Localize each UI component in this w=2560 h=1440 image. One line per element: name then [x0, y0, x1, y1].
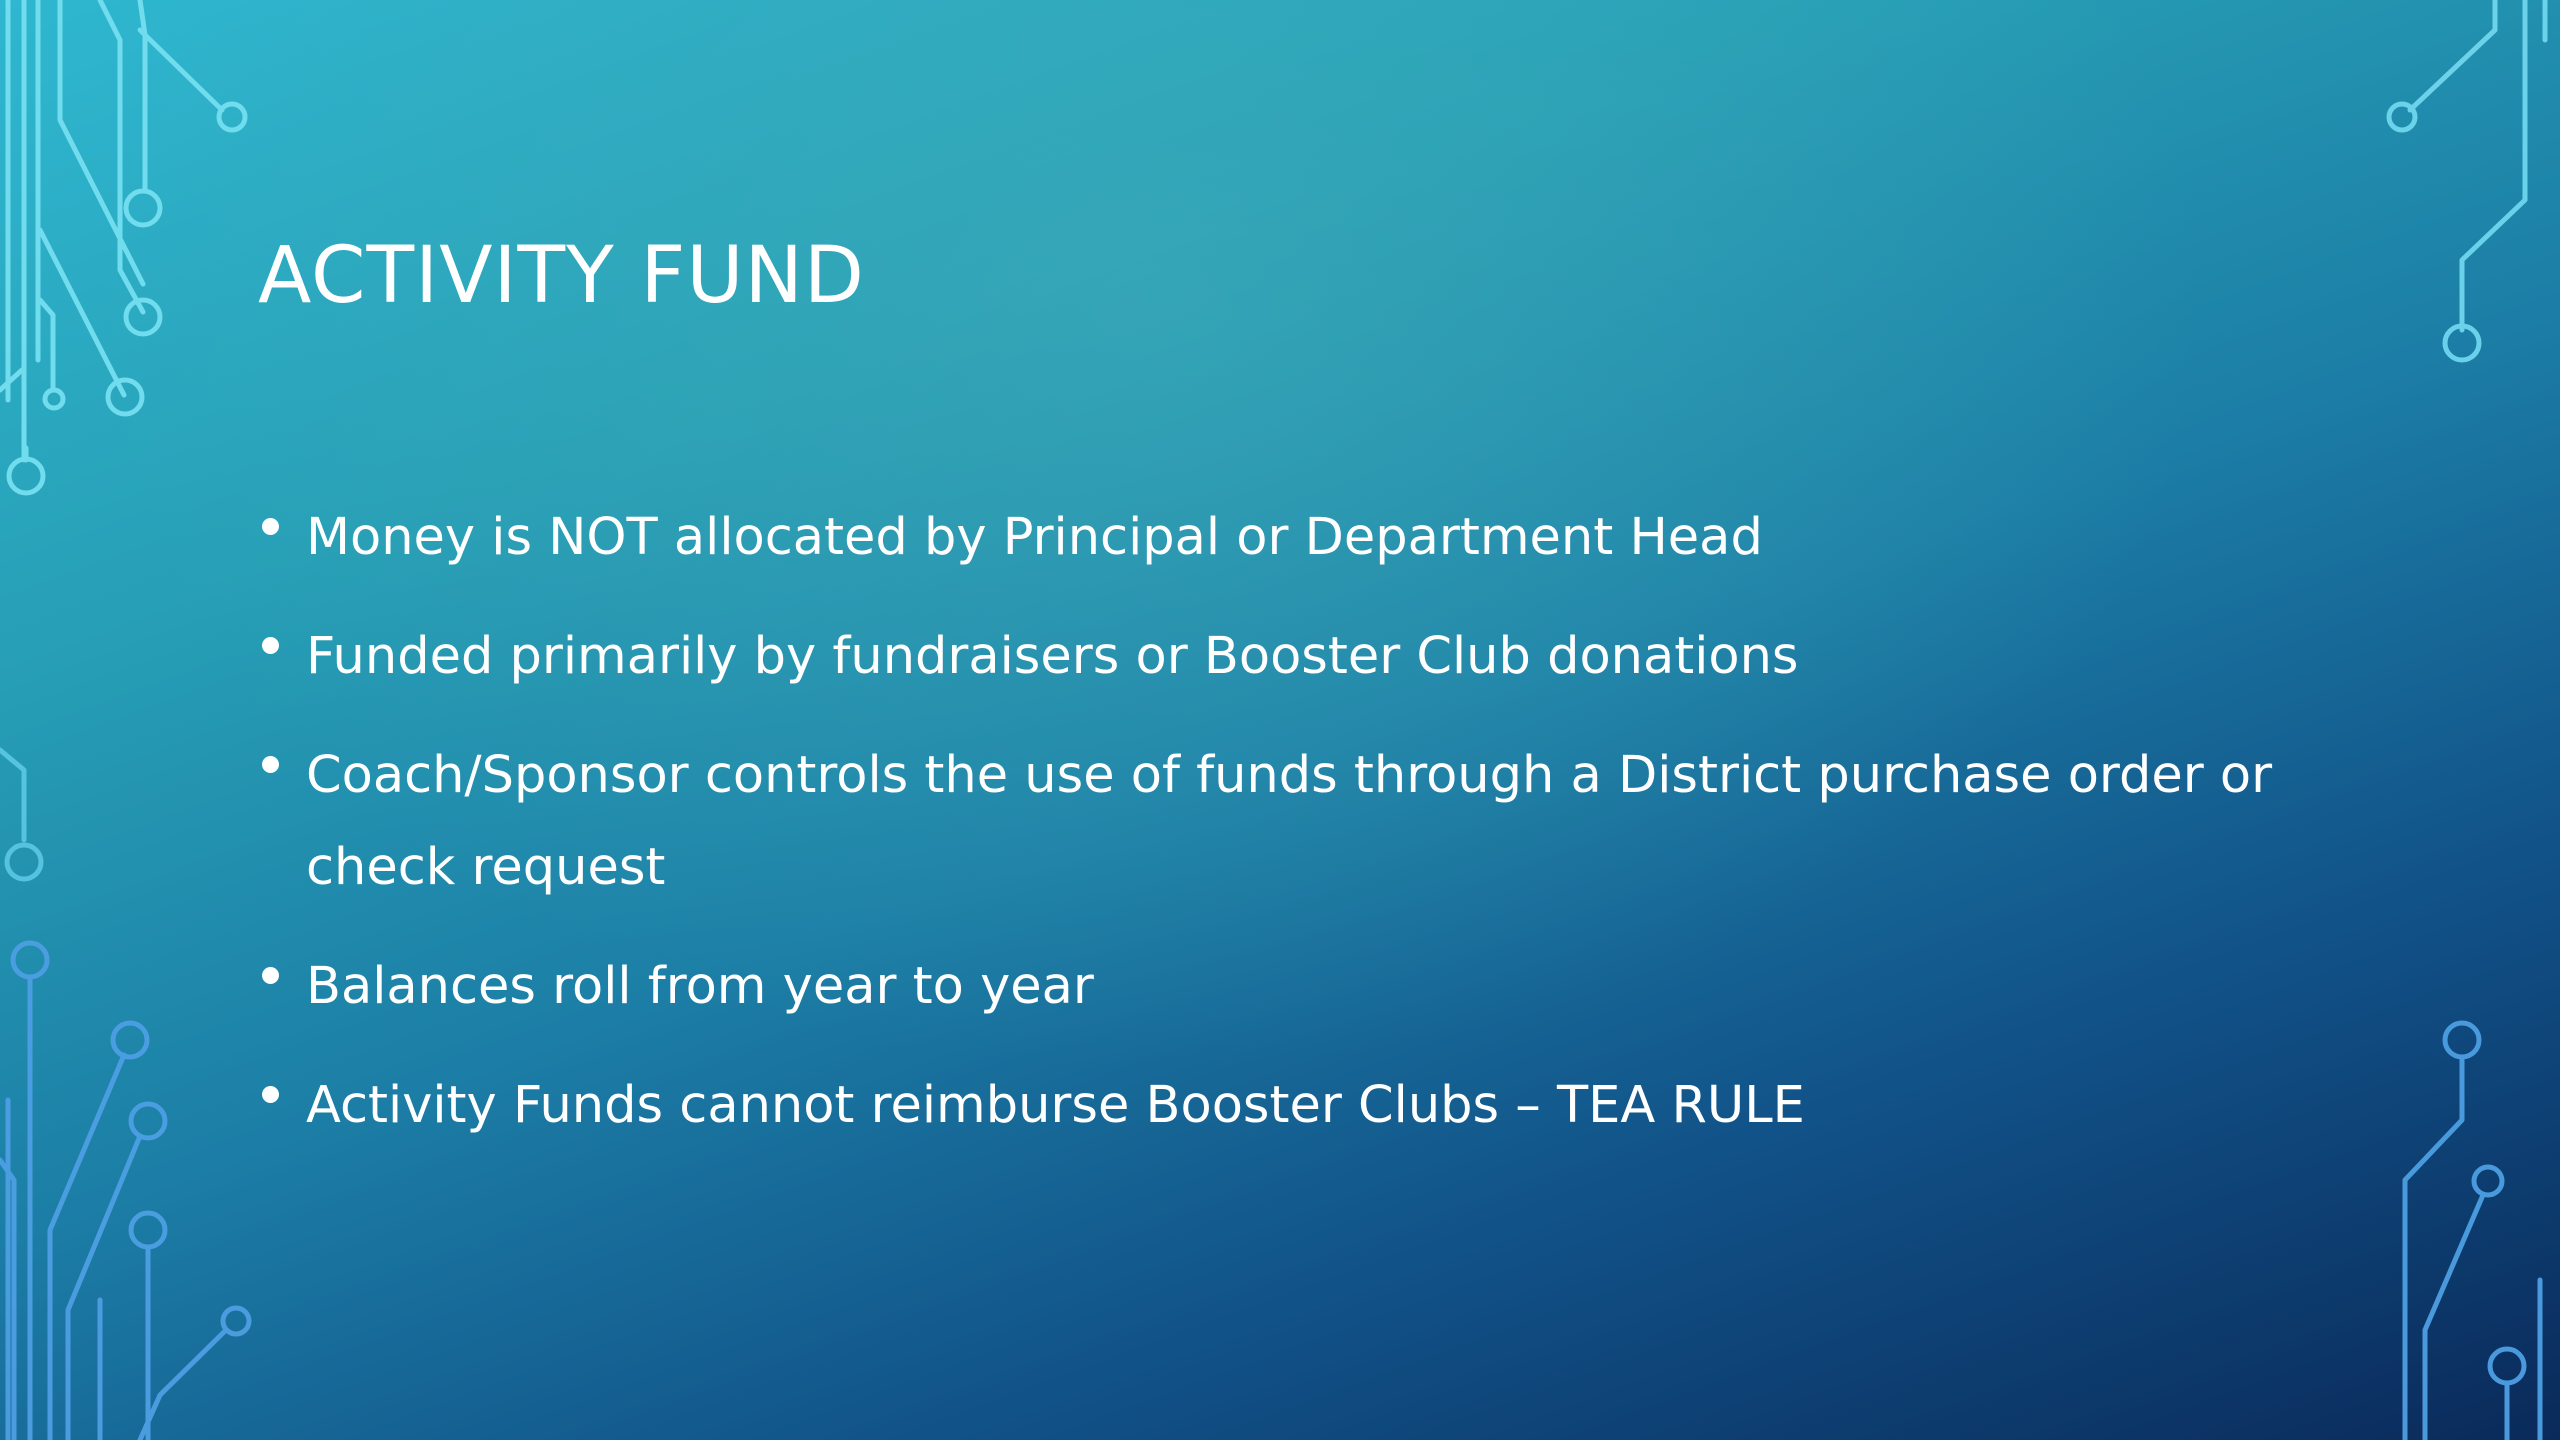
circuit-traces-left-bottom: [0, 943, 249, 1440]
bullet-item: [260, 1060, 2300, 1152]
circuit-traces-right-bottom: [2405, 1023, 2540, 1440]
bullet-list: [260, 492, 2300, 1179]
bullet-icon: [262, 1086, 279, 1103]
slide-title: ACTIVITY FUND: [258, 231, 865, 321]
bullet-icon: [262, 637, 279, 654]
circuit-traces-left-top: [0, 0, 245, 493]
bullet-text: Money is NOT allocated by Principal or Department Head: [306, 508, 1763, 567]
bullet-icon: [262, 756, 279, 773]
bullet-item: [260, 941, 2300, 1033]
bullet-item: [260, 492, 2300, 584]
bullet-text: Coach/Sponsor controls the use of funds through a District purchase order or check request: [306, 746, 2273, 897]
bullet-text: Activity Funds cannot reimburse Booster Clubs – TEA RULE: [306, 1076, 1805, 1135]
bullet-text: Funded primarily by fundraisers or Booster Club donations: [306, 627, 1799, 686]
bullet-icon: [262, 967, 279, 984]
bullet-item: [260, 730, 2300, 914]
circuit-traces-right-top: [2389, 0, 2545, 360]
circuit-traces-left-mid: [0, 750, 41, 879]
bullet-icon: [262, 518, 279, 535]
bullet-item: [260, 611, 2300, 703]
bullet-text: Balances roll from year to year: [306, 957, 1094, 1016]
